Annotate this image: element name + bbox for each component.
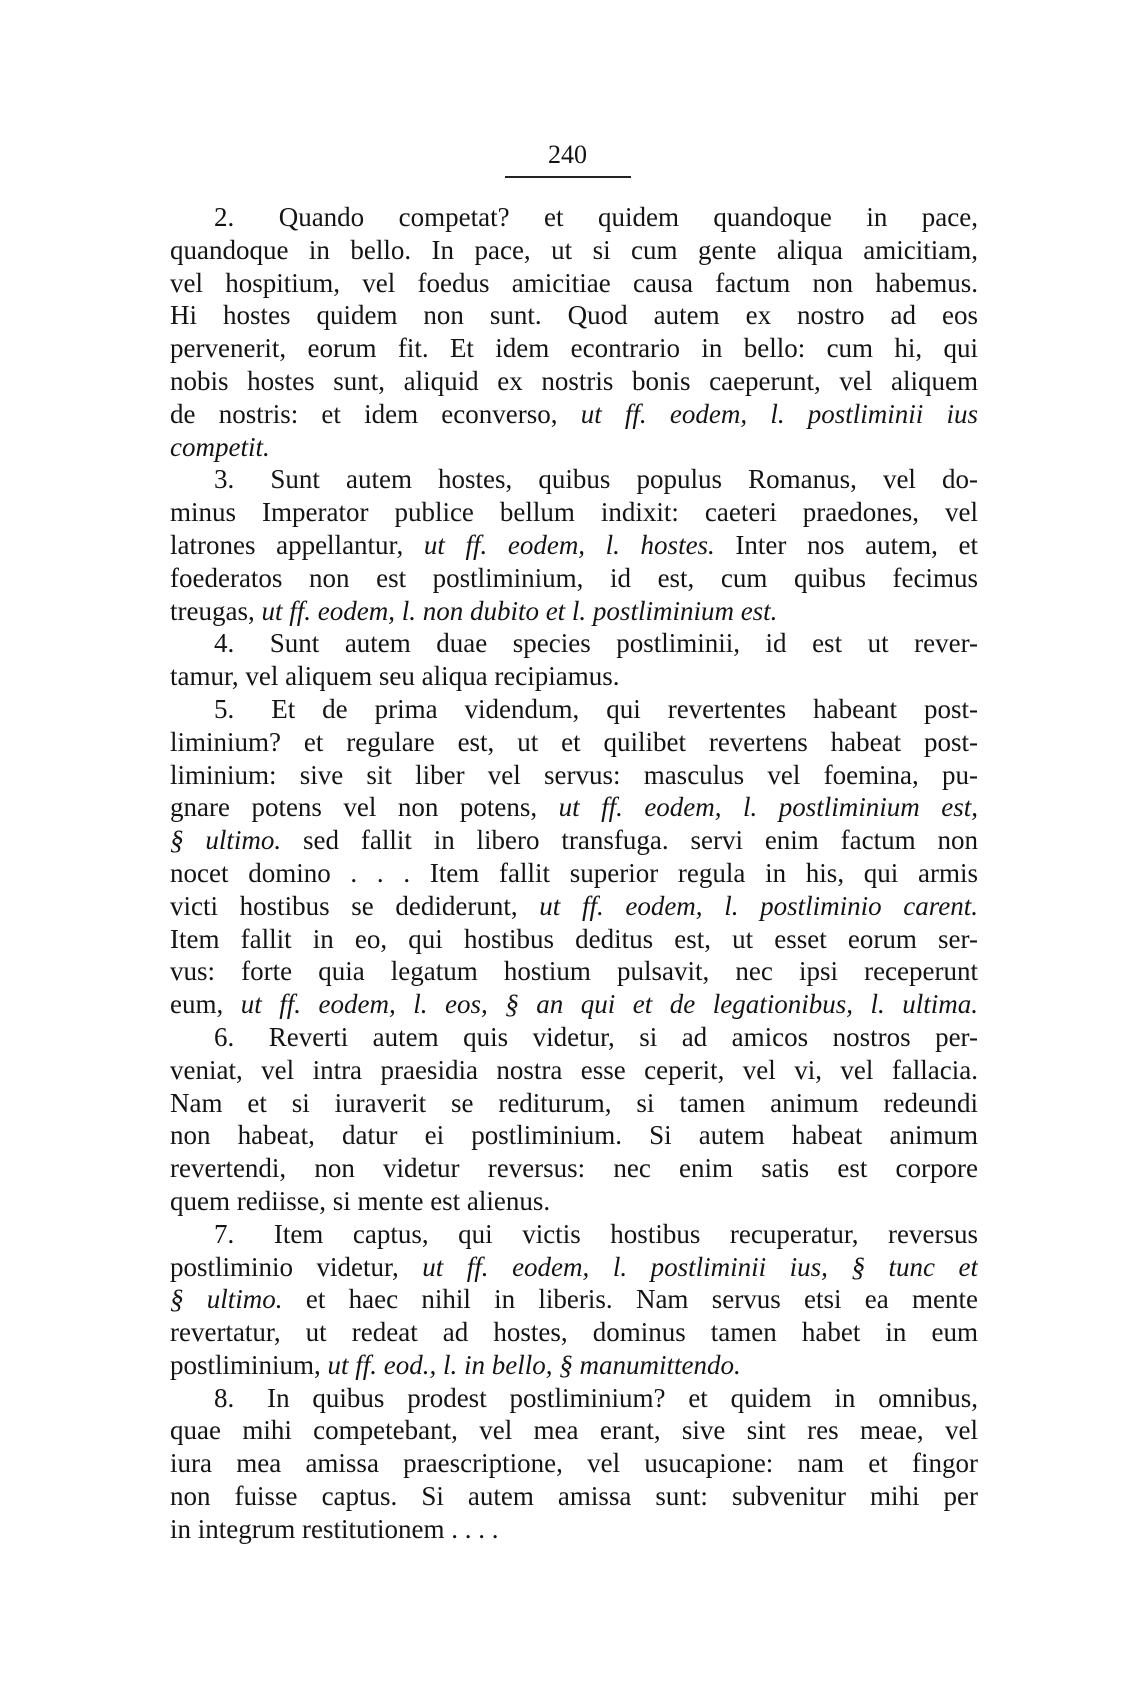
body-text-segment: gnare potens vel non potens, [170,792,559,823]
citation-text: ut ff. eodem, l. postliminii ius, § tunc et [422,1251,978,1282]
body-text-segment: vel hospitium, vel foedus amicitiae causa factum non habemus. [170,267,978,298]
text-line [170,463,978,496]
body-text-segment: foederatos non est postliminium, id est, cum quibus fecimus [170,562,978,593]
text-line [170,365,978,398]
body-text-segment: quae mihi competebant, vel mea erant, sive sint res meae, vel [170,1415,978,1446]
body-text-segment: vus: forte quia legatum hostium pulsavit, nec ipsi receperunt [170,956,978,987]
body-text-segment: postliminium, [170,1349,328,1380]
citation-text: § ultimo. [170,825,282,856]
text-line [170,332,978,365]
text-line [170,1480,978,1513]
body-text-segment: non habeat, datur ei postliminium. Si autem habeat animum [170,1120,978,1151]
text-line [170,1087,978,1120]
body-text-segment: eum, [170,989,241,1020]
text-line [170,1021,978,1054]
paragraph [170,627,978,693]
text-line [170,431,978,464]
body-text-segment: Nam et si iuraverit se rediturum, si tamen animum redeundi [170,1087,978,1118]
text-line [170,890,978,923]
text-line [170,1119,978,1152]
text-line [170,857,978,890]
body-text-segment: victi hostibus se dediderunt, [170,890,540,921]
text-line [170,1513,978,1546]
paragraph-number: 2. [214,202,235,232]
body-text [170,201,978,1546]
citation-text: ut ff. eodem, l. non dubito et l. postliminium est. [261,595,778,626]
text-line [170,1054,978,1087]
body-text-segment: quem rediisse, si mente est alienus. [170,1185,551,1216]
paragraph-number: 3. [214,464,235,495]
body-text-segment: Sunt autem duae species postliminii, id est ut rever- [269,628,978,659]
body-text-segment: veniat, vel intra praesidia nostra esse ceperit, vel vi, vel fallacia. [170,1054,978,1085]
body-text-segment: latrones appellantur, [170,529,424,560]
text-line [170,955,978,988]
paragraph [170,1218,978,1382]
paragraph-number: 5. [214,693,235,724]
text-line [170,1414,978,1447]
paragraph [170,463,978,627]
text-line [170,299,978,332]
text-line [170,595,978,628]
text-line [170,923,978,956]
text-line [170,398,978,431]
text-line [170,660,978,693]
body-text-segment: Et de prima videndum, qui revertentes habeant post- [271,693,978,724]
body-text-segment: In quibus prodest postliminium? et quidem in omnibus, [267,1382,978,1413]
citation-text: ut ff. eodem, l. postliminio carent. [539,890,978,921]
text-line [170,1382,978,1415]
text-line [170,1251,978,1284]
paragraph [170,1021,978,1218]
body-text-segment: treugas, [170,595,262,626]
citation-text: ut ff. eodem, l. hostes. [423,529,715,560]
text-line [170,791,978,824]
body-text-segment: Sunt autem hostes, quibus populus Romanus, vel do- [270,464,978,495]
text-line [170,824,978,857]
body-text-segment: tamur, vel aliquem seu aliqua recipiamus. [170,661,620,692]
text-line [170,693,978,726]
paragraph [170,1382,978,1546]
body-text-segment: in integrum restitutionem . . . . [170,1513,499,1544]
body-text-segment: liminium? et regulare est, ut et quilibet revertens habeat post- [170,726,978,757]
text-line [170,759,978,792]
text-line [170,988,978,1021]
text-line [170,234,978,267]
text-line [170,1218,978,1251]
body-text-segment: minus Imperator publice bellum indixit: caeteri praedones, vel [170,497,978,528]
page-number: 240 [548,140,587,169]
text-line [170,1447,978,1480]
citation-text: ut ff. eod., l. in bello, § manumittendo. [327,1349,741,1380]
citation-text: § ultimo. [170,1284,283,1315]
text-line [170,496,978,529]
text-line [170,1283,978,1316]
body-text-segment: postliminio videtur, [170,1251,423,1282]
body-text-segment: non fuisse captus. Si autem amissa sunt: subvenitur mihi per [170,1481,978,1512]
body-text-segment: nocet domino . . . Item fallit superior regula in his, qui armis [170,857,978,888]
body-text-segment: revertendi, non videtur reversus: nec enim satis est corpore [170,1153,978,1184]
text-line [170,1185,978,1218]
paragraph [170,693,978,1021]
text-line [170,726,978,759]
body-text-segment: Item fallit in eo, qui hostibus deditus est, ut esset eorum ser- [170,923,978,954]
paragraph-number: 8. [214,1382,235,1413]
text-line [170,1316,978,1349]
body-text-segment: Inter nos autem, et [714,529,978,560]
body-text-segment: sed fallit in libero transfuga. servi enim factum non [281,825,978,856]
paragraph-number: 4. [214,628,235,659]
body-text-segment: et haec nihil in liberis. Nam servus etsi ea mente [282,1284,978,1315]
text-line [170,1152,978,1185]
citation-text: competit. [170,431,270,462]
body-text-segment: Reverti autem quis videtur, si ad amicos nostros per- [268,1021,978,1052]
text-line [170,529,978,562]
body-text-segment: quandoque in bello. In pace, ut si cum gente aliqua amicitiam, [170,234,978,265]
text-line [170,201,978,234]
paragraph-number: 7. [214,1218,235,1249]
body-text-segment: pervenerit, eorum fit. Et idem econtrario in bello: cum hi, qui [170,333,978,364]
text-line [170,627,978,660]
body-text-segment: iura mea amissa praescriptione, vel usucapione: nam et fingor [170,1448,978,1479]
body-text-segment: Item captus, qui victis hostibus recuperatur, reversus [273,1218,978,1249]
text-line [170,267,978,300]
body-text-segment: Quando competat? et quidem quandoque in pace, [278,202,978,232]
text-line [170,562,978,595]
citation-text: ut ff. eodem, l. postliminii ius [580,398,978,429]
page-number-rule [505,176,631,178]
body-text-segment: liminium: sive sit liber vel servus: masculus vel foemina, pu- [170,759,978,790]
body-text-segment: Hi hostes quidem non sunt. Quod autem ex nostro ad eos [170,300,978,331]
citation-text: ut ff. eodem, l. eos, § an qui et de legationibus, l. ultima. [240,989,978,1020]
text-line [170,1349,978,1382]
body-text-segment: revertatur, ut redeat ad hostes, dominus tamen habet in eum [170,1317,978,1348]
citation-text: ut ff. eodem, l. postliminium est, [558,792,978,823]
paragraph-number: 6. [214,1021,235,1052]
body-text-segment: de nostris: et idem econverso, [170,398,581,429]
paragraph [170,201,978,463]
body-text-segment: nobis hostes sunt, aliquid ex nostris bonis caeperunt, vel aliquem [170,365,978,396]
